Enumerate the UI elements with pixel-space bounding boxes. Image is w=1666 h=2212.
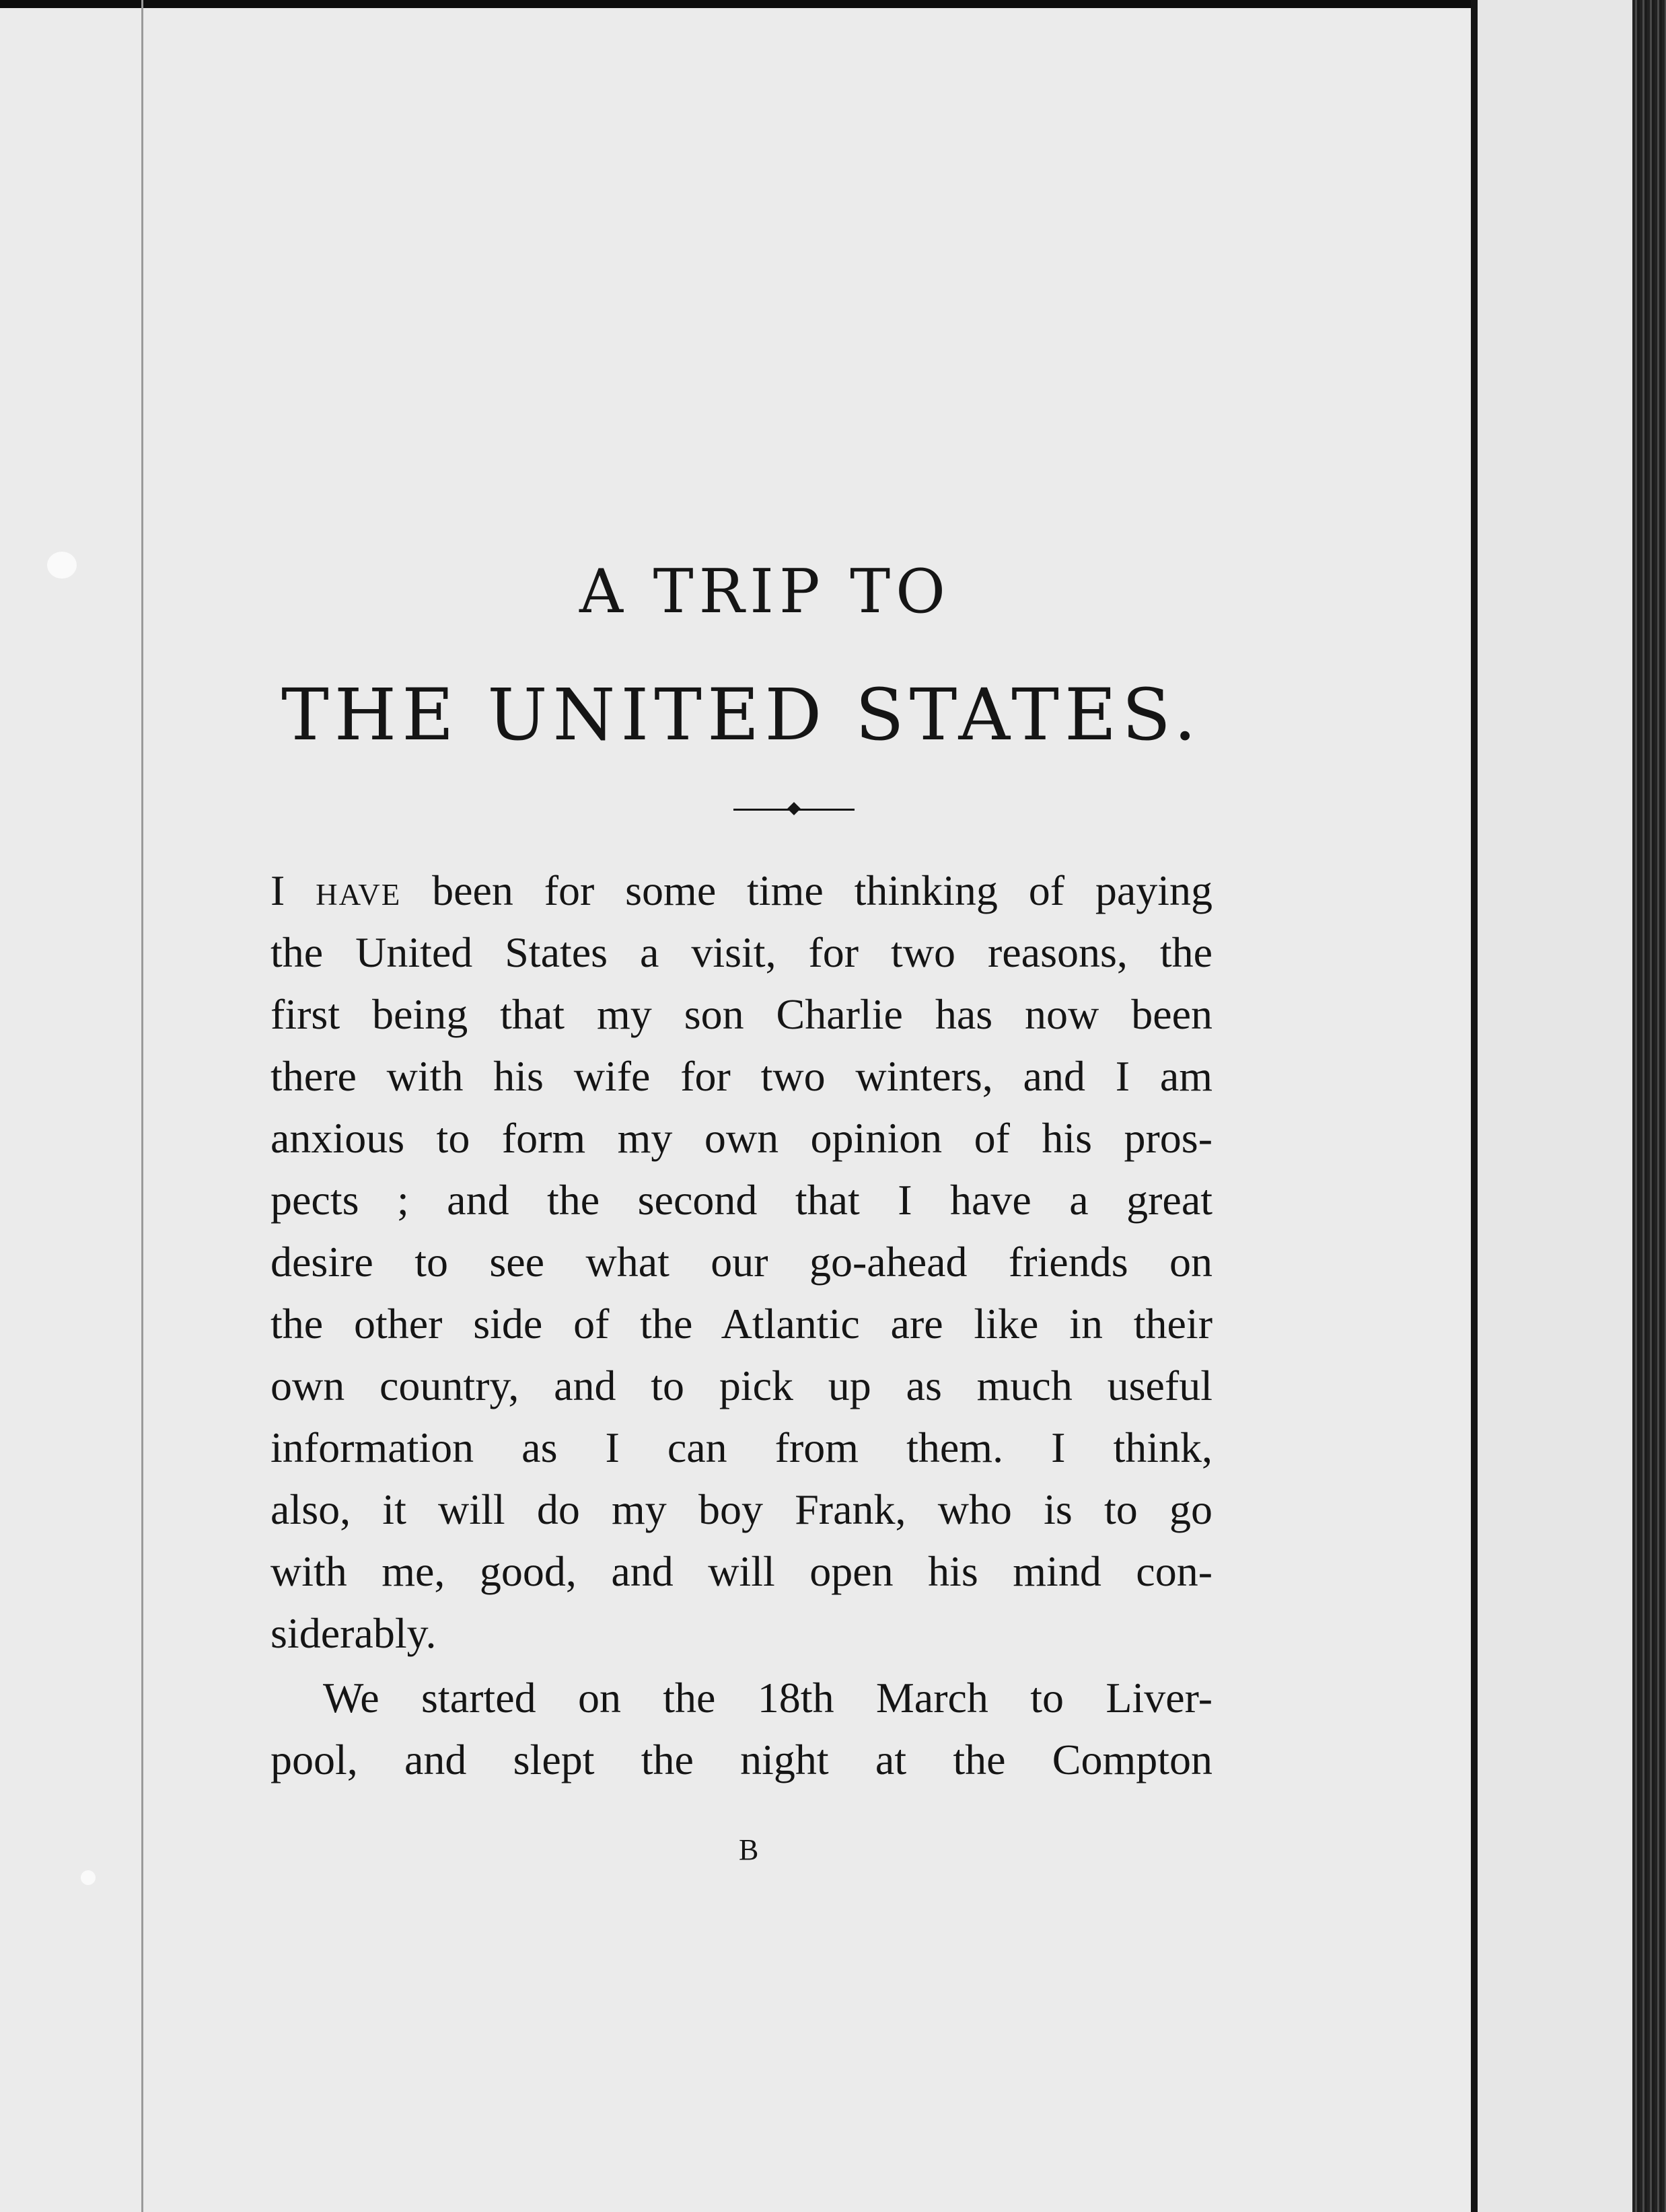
paragraph-line: the other side of the Atlantic are like in their bbox=[270, 1300, 1212, 1348]
paragraph-1 bbox=[270, 860, 1212, 1664]
title-line-1: A TRIP TO bbox=[579, 556, 951, 627]
paragraph-line: first being that my son Charlie has now been bbox=[270, 990, 1212, 1038]
paragraph-line: desire to see what our go-ahead friends on bbox=[270, 1238, 1212, 1286]
paragraph-line: also, it will do my boy Frank, who is to go bbox=[270, 1485, 1212, 1533]
book-binding bbox=[1632, 0, 1666, 2212]
paper-speck bbox=[47, 552, 77, 579]
ornament-diamond-icon bbox=[787, 802, 801, 815]
paragraph-line: We started on the 18th March to Liver- bbox=[323, 1674, 1212, 1722]
scan-top-shadow bbox=[0, 0, 1474, 8]
paragraph-line: pects ; and the second that I have a great bbox=[270, 1176, 1212, 1224]
paper-speck bbox=[81, 1870, 96, 1885]
paragraph-line: own country, and to pick up as much useful bbox=[270, 1362, 1212, 1409]
paragraph-line: there with his wife for two winters, and I am bbox=[270, 1052, 1212, 1100]
paragraph-line: the United States a visit, for two reasons, the bbox=[270, 928, 1212, 976]
paragraph-line: anxious to form my own opinion of his pros- bbox=[270, 1114, 1212, 1162]
signature-mark: B bbox=[739, 1833, 759, 1866]
gutter-fold-line bbox=[141, 0, 143, 2212]
title-line-2: THE UNITED STATES. bbox=[281, 673, 1202, 756]
title-ornament bbox=[733, 799, 855, 819]
paragraph-line: information as I can from them. I think, bbox=[270, 1424, 1212, 1471]
paragraph-line: with me, good, and will open his mind con- bbox=[270, 1547, 1212, 1595]
paragraph-line bbox=[270, 860, 1212, 922]
paragraph-line: pool, and slept the night at the Compton bbox=[270, 1736, 1212, 1783]
paragraph-line: siderably. bbox=[270, 1609, 437, 1657]
page-edge-shadow bbox=[1471, 0, 1478, 2212]
next-page-strip bbox=[1478, 0, 1632, 2212]
paragraph-2 bbox=[270, 1667, 1212, 1791]
opening-letter: I bbox=[270, 867, 285, 914]
opening-smallcaps: have bbox=[316, 867, 402, 914]
paragraph-line-text: been for some time thinking of paying bbox=[401, 867, 1212, 914]
page-content bbox=[270, 552, 1212, 1791]
